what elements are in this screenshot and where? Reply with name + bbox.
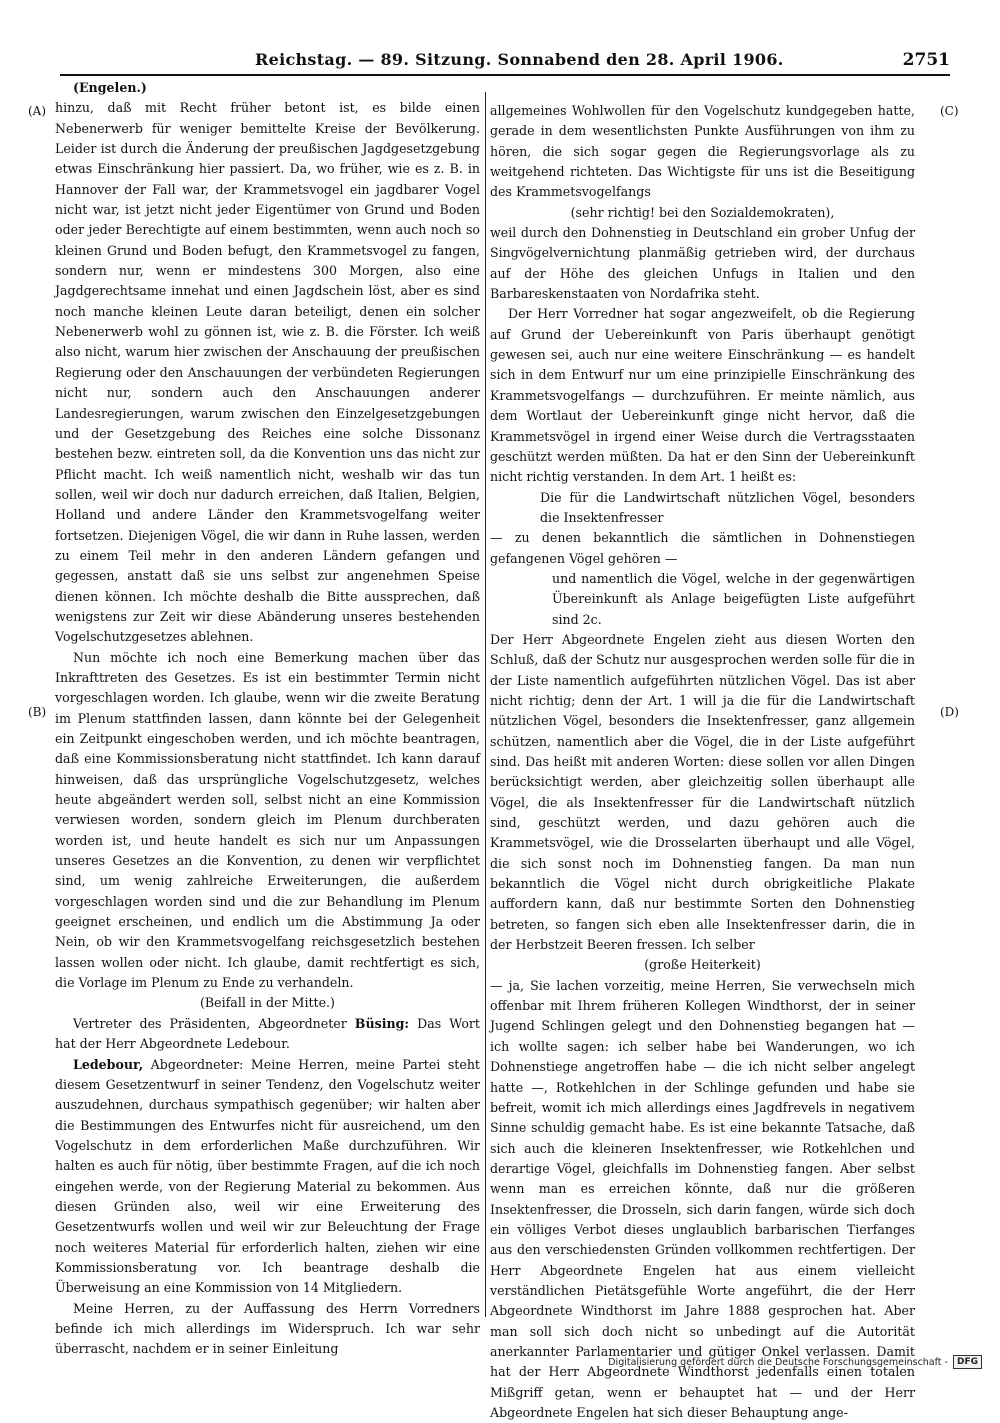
dfg-logo: DFG [953, 1355, 982, 1369]
chair-announcement [55, 1014, 480, 1055]
paragraph: — ja, Sie lachen vorzeitig, meine Herren, Sie verwechseln mich offenbar mit Ihrem früheren Kollegen Windthorst, der in seiner Jugend Schlingen gelegt und den Dohnenstieg begangen hat — ich wollte sagen: ich selber habe bei Wanderungen, wo ich Dohnenstiege angetroffen habe — die ich nicht selber angelegt hatte —, Rotkehlchen in der Schlinge gefunden und habe sie befreit, womit ich mich allerdings eines Jagdfrevels in negativem Sinne schuldig gemacht habe. Es ist eine bekannte Tatsache, daß sich auch die kleineren Insektenfresser, wie Rotkehlchen und derartige Vögel, gleichfalls im Dohnenstieg fangen. Aber selbst wenn man es erreichen könnte, daß nur die größeren Insektenfresser, die Drosseln, sich darin fangen, würde sich doch ein völliges Verbot dieses unglaublich barbarischen Tierfanges aus den verschiedensten Gründen vollkommen rechtfertigen. Der Herr Abgeordnete Engelen hat aus einem vielleicht verständlichen Pietätsgefühle Worte angeführt, die der Herr Abgeordnete Windthorst im Jahre 1888 gesprochen hat. Aber man soll sich doch nicht so unbedingt auf die Autorität anerkannter Parlamentarier und gütiger Onkel verlassen. Damit hat der Herr Abgeordnete Windthorst jedenfalls einen totalen Mißgriff getan, wenn er behauptet hat — und der Herr Abgeordnete Engelen hat sich dieser Behauptung ange- [490, 977, 915, 1420]
paragraph: Meine Herren, zu der Auffassung des Herrn Vorredners befinde ich mich allerdings im Widerspruch. Ich war sehr überrascht, nachdem er in seiner Einleitung [55, 1300, 480, 1357]
speech-start [55, 1055, 480, 1299]
interjection: (sehr richtig! bei den Sozialdemokraten), [570, 204, 835, 220]
margin-marker-b: (B) [28, 705, 47, 719]
speech-text: Abgeordneter: Meine Herren, meine Partei steht diesem Gesetzentwurf in seiner Tendenz, den Vogelschutz weiter auszudehnen, durchaus sympathisch gegenüber; wir halten aber die Bestimmungen des Entwurfes nicht für ausreichend, um den Vogelschutz in dem erforderlichen Maße durchzuführen. Wir halten es auch für nötig, über bestimmte Fragen, auf die ich noch eingehen werde, von der Regierung Material zu bekommen. Aus diesen Gründen also, weil wir eine Erweiterung des Gesetzentwurfs wollen und weil wir zur Beleuchtung der Frage noch weiteres Material für erforderlich halten, ziehen wir eine Kommissionsberatung vor. Ich beantrage deshalb die Überweisung an eine Kommission von 14 Mitgliedern. [55, 1056, 480, 1296]
footer [608, 1355, 982, 1369]
paragraph: weil durch den Dohnenstieg in Deutschland ein grober Unfug der Singvögelvernichtung planmäßig getrieben wird, der durchaus auf der Höhe des gleichen Unfugs in Italien und den Barbareskenstaaten von Nordafrika steht. [490, 225, 915, 302]
interjection: (große Heiterkeit) [644, 957, 761, 973]
chair-text: Vertreter des Präsidenten, Abgeordneter [73, 1015, 355, 1031]
paragraph: Der Herr Vorredner hat sogar angezweifelt, ob die Regierung auf Grund der Uebereinkunft von Paris überhaupt genötigt gewesen sei, auch nur eine weitere Einschränkung — es handelt sich in dem Entwurf nur um eine prinzipielle Einschränkung des Krammetsvogelfangs — durchzuführen. Er meinte nämlich, aus dem Wortlaut der Uebereinkunft ginge nicht hervor, daß die Krammetsvögel in irgend einer Weise durch die Vertragsstaaten geschützt werden müßten. Da hat er den Sinn der Uebereinkunft nicht richtig verstanden. In dem Art. 1 heißt es: [490, 306, 915, 485]
speaker-name: Ledebour, [73, 1056, 144, 1072]
margin-marker-a: (A) [28, 104, 47, 118]
speaker-tag: (Engelen.) [73, 80, 147, 95]
paragraph: hinzu, daß mit Recht früher betont ist, es bilde einen Nebenerwerb für weniger bemittelte Kreise der Bevölkerung. Leider ist durch die Änderung der preußischen Jagdgesetzgebung etwas Einschränkung hier passiert. Da, wo früher, wie es z. B. in Hannover der Fall war, der Krammetsvogel ein jagdbarer Vogel nicht war, ist jetzt nicht jeder Eigentümer von Grund und Boden oder jeder Berechtigte auf einem bestimmten, wenn auch noch so kleinen Grund und Boden befugt, den Krammetsvogel zu fangen, sondern nur, wenn er mindestens 300 Morgen, also eine Jagdgerechtsame innehat und einen Jagdschein löst, aber es sind noch manche kleinen Leute daran beteiligt, denen ein solcher Nebenerwerb wohl zu gönnen ist, wie z. B. die Förster. Ich weiß also nicht, warum hier zwischen der Anschauung der preußischen Regierung oder den Anschauungen der verbündeten Regierungen nicht nur, sondern auch den Anschauungen anderer Landesregierungen, warum zwischen den Einzelgesetzgebungen und der Gesetzgebung des Reiches eine solche Dissonanz bestehen bezw. eintreten soll, da die Konvention uns das nicht zur Pflicht macht. Ich weiß namentlich nicht, weshalb wir das tun sollen, weil wir doch nur dadurch erreichen, daß Italien, Belgien, Holland und andere Länder den Krammetsvogelfang weiter fortsetzen. Diejenigen Vögel, die wir dann in Ruhe lassen, werden zu einem Teil mehr in den anderen Ländern gefangen und gegessen, anstatt daß sie uns selbst zur angenehmen Speise dienen können. Ich möchte deshalb die Bitte aussprechen, daß wenigstens zur Zeit wir diese Abänderung unseres bestehenden Vogelschutzgesetzes ablehnen. [55, 100, 480, 645]
paragraph: allgemeines Wohlwollen für den Vogelschutz kundgegeben hatte, gerade in dem wesentlichsten Punkte Ausführungen von ihm zu hören, die sich sogar gegen die Regierungsvorlage als zu weitgehend richteten. Das Wichtigste für uns ist die Beseitigung des Krammetsvogelfangs [490, 103, 915, 200]
column-divider [485, 92, 486, 1317]
paragraph: — zu denen bekanntlich die sämtlichen in Dohnenstiegen gefangenen Vögel gehören — [490, 530, 915, 566]
footer-text: Digitalisierung gefördert durch die Deutsche Forschungsgemeinschaft - [608, 1356, 948, 1368]
chair-name: Büsing: [354, 1015, 410, 1031]
chair-text-post: Das Wort hat der Herr Abgeordnete Ledebour. [55, 1015, 480, 1052]
right-column [490, 101, 915, 1423]
running-title: Reichstag. — 89. Sitzung. Sonnabend den 28. April 1906. [255, 50, 784, 69]
quotation: und namentlich die Vögel, welche in der gegenwärtigen Übereinkunft als Anlage beigefügten Liste aufgeführt sind 2c. [552, 570, 915, 627]
left-column [55, 78, 480, 1360]
paragraph: Nun möchte ich noch eine Bemerkung machen über das Inkrafttreten des Gesetzes. Es ist ein bestimmter Termin nicht vorgeschlagen worden. Ich glaube, wenn wir die zweite Beratung im Plenum stattfinden lassen, dann könnte bei der Gelegenheit ein Zeitpunkt eingeschoben werden, und ich möchte beantragen, daß eine Kommissionsberatung nicht stattfindet. Ich kann darauf hinweisen, daß das ursprüngliche Vogelschutzgesetz, welches heute abgeändert werden soll, selbst nicht an eine Kommission verwiesen worden, sondern gleich im Plenum durchberaten worden ist, und heute handelt es sich nur um Anpassungen unseres Gesetzes an die Konvention, zu denen wir verpflichtet sind, um wenig zahlreiche Erweiterungen, die außerdem vorgeschlagen worden sind und die zur Behandlung im Plenum geeignet erscheinen, und endlich um die Abstimmung Ja oder Nein, ob wir den Krammetsvogelfang reichsgesetzlich bestehen lassen wollen oder nicht. Ich glaube, damit rechtfertigt es sich, die Vorlage im Plenum zu Ende zu verhandeln. [55, 649, 480, 991]
margin-marker-c: (C) [940, 104, 959, 118]
page-number: 2751 [902, 50, 950, 70]
page-header [60, 50, 950, 76]
margin-marker-d: (D) [940, 705, 959, 719]
interjection: (Beifall in der Mitte.) [200, 995, 335, 1011]
quotation: Die für die Landwirtschaft nützlichen Vögel, besonders die Insektenfresser [540, 489, 915, 525]
paragraph: Der Herr Abgeordnete Engelen zieht aus diesen Worten den Schluß, daß der Schutz nur ausgesprochen werden solle für die in der Liste namentlich aufgeführten nützlichen Vögel. Das ist aber nicht richtig; denn der Art. 1 will ja die für die Landwirtschaft nützlichen Vögel, besonders die Insektenfresser, ganz allgemein schützen, namentlich aber die Vögel, die in der Liste aufgeführt sind. Das heißt mit anderen Worten: diese sollen vor allen Dingen berücksichtigt werden, aber gleichzeitig sollen überhaupt alle Vögel, die als Insektenfresser für die Landwirtschaft nützlich sind, geschützt werden, und dazu gehören auch die Krammetsvögel, wie die Drosselarten überhaupt und alle Vögel, die sich sonst noch im Dohnenstieg fangen. Da man nun bekanntlich die Vögel nicht durch obrigkeitliche Plakate auffordern kann, daß nur bestimmte Sorten den Dohnenstieg betreten, so fangen sich eben alle Insektenfresser darin, die in der Herbstzeit Beeren fressen. Ich selber [490, 631, 915, 953]
